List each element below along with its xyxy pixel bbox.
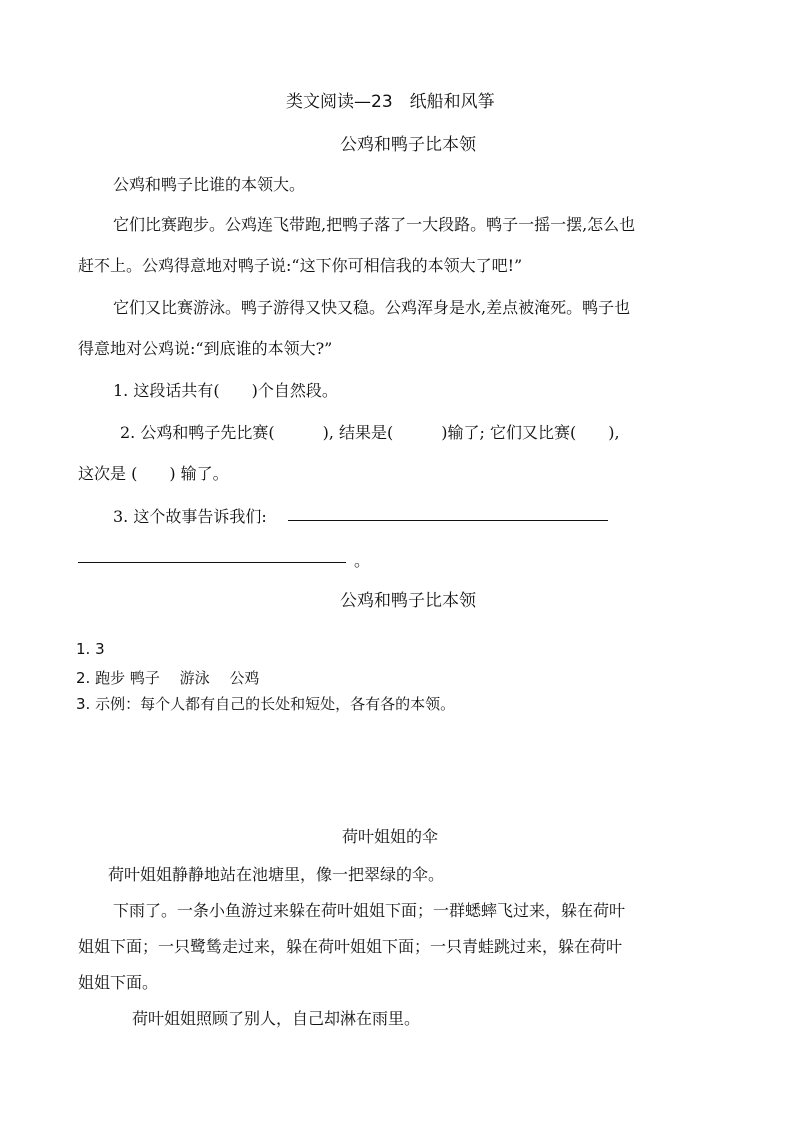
answer-blank-line-1 (288, 520, 608, 521)
answer-blank-line-2 (78, 562, 346, 563)
story-paragraph-2-line-2: 赶不上。公鸡得意地对鸭子说:“这下你可相信我的本领大了吧!” (78, 256, 523, 275)
story-paragraph-1: 公鸡和鸭子比谁的本领大。 (113, 175, 306, 194)
question-3: 3. 这个故事告诉我们: (113, 507, 267, 526)
story2-paragraph-3: 荷叶姐姐照顾了别人，自己却淋在雨里。 (132, 1009, 421, 1028)
question-1: 1. 这段话共有( )个自然段。 (113, 381, 338, 400)
question-3-end: 。 (354, 551, 371, 570)
story2-paragraph-2-line-3: 姐姐下面。 (78, 973, 159, 992)
answer-1: 1. 3 (76, 640, 105, 658)
question-2-line-1: 2. 公鸡和鸭子先比赛( ), 结果是( )输了; 它们又比赛( ), (120, 423, 620, 442)
question-2-line-2: 这次是 ( ) 输了。 (78, 464, 229, 483)
story-paragraph-3-line-1: 它们又比赛游泳。鸭子游得又快又稳。公鸡浑身是水,差点被淹死。鸭子也 (113, 298, 631, 317)
story-title: 公鸡和鸭子比本领 (340, 135, 476, 155)
story-paragraph-3-line-2: 得意地对公鸡说:“到底谁的本领大?” (78, 339, 333, 358)
story-paragraph-2-line-1: 它们比赛跑步。公鸡连飞带跑,把鸭子落了一大段路。鸭子一摇一摆,怎么也 (113, 215, 636, 234)
answer-2: 2. 跑步 鸭子 游泳 公鸡 (76, 669, 260, 687)
story2-paragraph-2-line-2: 姐姐下面；一只鹭鸶走过来，躲在荷叶姐姐下面；一只青蛙跳过来，躲在荷叶 (78, 937, 623, 956)
story2-paragraph-1: 荷叶姐姐静静地站在池塘里，像一把翠绿的伞。 (108, 865, 445, 884)
answer-3: 3. 示例：每个人都有自己的长处和短处，各有各的本领。 (76, 695, 456, 713)
story2-paragraph-2-line-1: 下雨了。一条小鱼游过来躲在荷叶姐姐下面；一群蟋蟀飞过来，躲在荷叶 (113, 901, 626, 920)
answers-title: 公鸡和鸭子比本领 (340, 591, 476, 611)
page-title: 类文阅读—23 纸船和风筝 (286, 92, 495, 112)
story2-title: 荷叶姐姐的伞 (342, 827, 439, 846)
